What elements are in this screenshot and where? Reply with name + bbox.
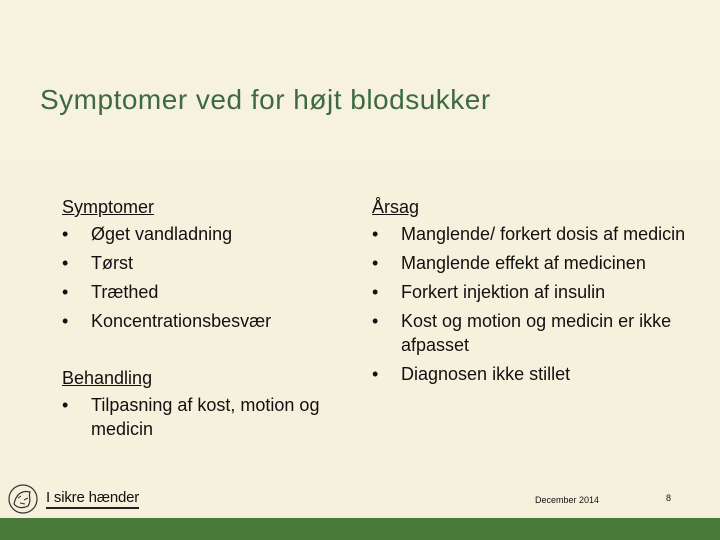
treatment-heading: Behandling	[62, 368, 153, 388]
list-item: • Øget vandladning	[62, 222, 352, 246]
list-item: • Kost og motion og medicin er ikke afpasset	[372, 309, 702, 357]
list-item: • Forkert injektion af insulin	[372, 280, 702, 304]
footer-date: December 2014	[535, 495, 600, 505]
logo-text: I sikre hænder	[46, 489, 139, 509]
list-item: • Manglende/ forkert dosis af medicin	[372, 222, 702, 246]
symptoms-column	[62, 193, 352, 338]
cause-list	[372, 222, 702, 386]
slide-title: Symptomer ved for højt blodsukker	[40, 84, 491, 115]
list-item: • Manglende effekt af medicinen	[372, 251, 702, 275]
list-item: • Tørst	[62, 251, 352, 275]
title-band	[0, 0, 720, 160]
treatment-section	[62, 364, 352, 446]
cause-column	[372, 193, 702, 391]
symptoms-list	[62, 222, 352, 333]
list-item: • Koncentrationsbesvær	[62, 309, 352, 333]
list-item: • Træthed	[62, 280, 352, 304]
list-item: • Tilpasning af kost, motion og medicin	[62, 393, 352, 441]
cause-heading: Årsag	[372, 197, 420, 217]
symptoms-heading: Symptomer	[62, 197, 155, 217]
lion-emblem-icon	[6, 482, 40, 516]
list-item: • Diagnosen ikke stillet	[372, 362, 702, 386]
page-number: 8	[666, 493, 672, 503]
logo	[6, 482, 139, 516]
footer-bar	[0, 518, 720, 540]
treatment-list	[62, 393, 352, 441]
